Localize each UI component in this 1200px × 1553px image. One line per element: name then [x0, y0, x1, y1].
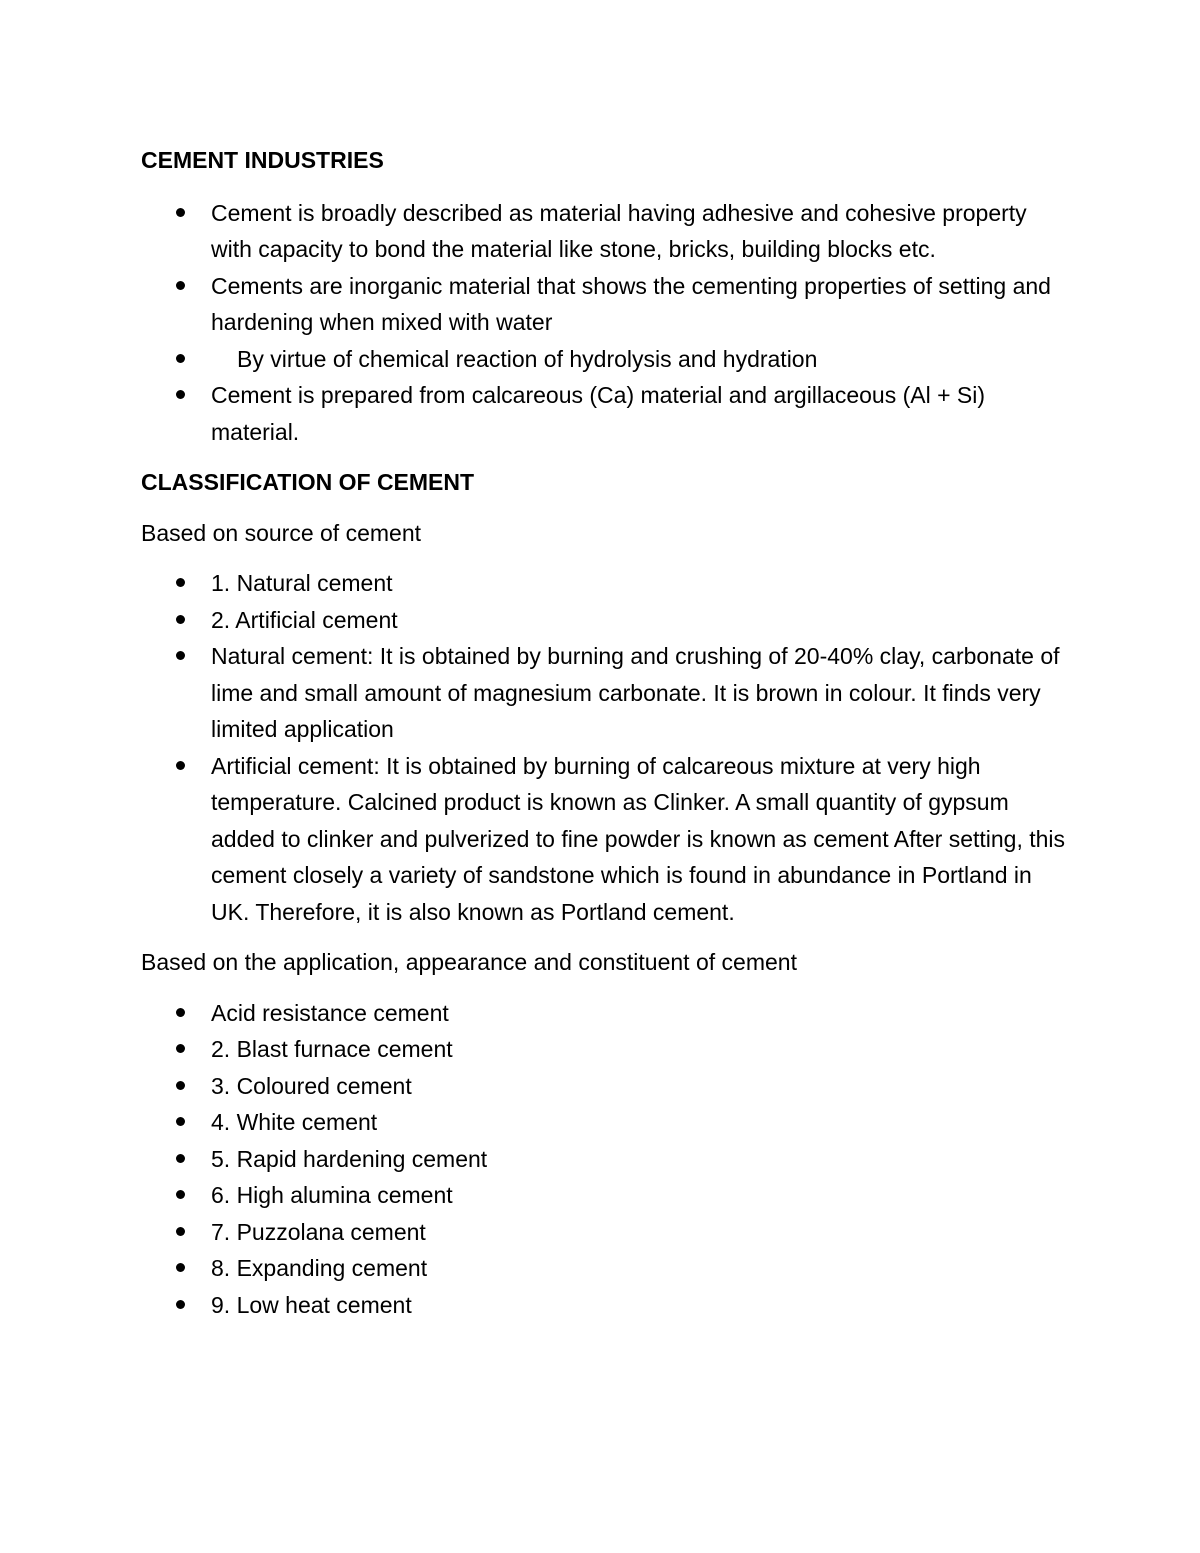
list-item [141, 1214, 1071, 1251]
application-intro: Based on the application, appearance and constituent of cement [141, 949, 797, 975]
list-item [141, 1031, 1071, 1068]
list-item-text: 1. Natural cement [211, 570, 393, 596]
list-item-text: Cement is broadly described as material having adhesive and cohesive property with capacity to bond the material like stone, bricks, building blocks etc. [211, 199, 1027, 262]
list-item-text: Cement is prepared from calcareous (Ca) material and argillaceous (Al + Si) material. [211, 382, 986, 445]
list-item-text: Artificial cement: It is obtained by burning of calcareous mixture at very high temperature. Calcined product is known as Clinker. A small quantity of gypsum added to clinker and pulverized to fine powder is known as cement After setting, this cement closely a variety of sandstone which is found in abundance in Portland in UK. Therefore, it is also known as Portland cement. [211, 752, 1066, 925]
list-item [141, 1177, 1071, 1214]
list-item [141, 1141, 1071, 1178]
list-item [141, 195, 1071, 268]
list-item [141, 1104, 1071, 1141]
list-item [141, 1250, 1071, 1287]
document-content [141, 142, 1071, 1323]
bullet-icon [173, 268, 187, 305]
list-item-text: 3. Coloured cement [211, 1072, 412, 1099]
list-item-text: Cements are inorganic material that shows the cementing properties of setting and hardening when mixed with water [211, 272, 1051, 335]
bullet-icon [173, 1031, 187, 1068]
list-item-text: 8. Expanding cement [211, 1255, 428, 1281]
bullet-icon [173, 748, 187, 785]
list-item-text: 5. Rapid hardening cement [211, 1145, 488, 1172]
bullet-icon [173, 1104, 187, 1141]
bullet-icon [173, 638, 187, 675]
bullet-icon [173, 341, 187, 378]
heading-classification: CLASSIFICATION OF CEMENT [141, 469, 475, 495]
list-item [141, 377, 1071, 450]
application-list [141, 995, 1071, 1324]
source-list [141, 565, 1071, 930]
list-item-text: 2. Artificial cement [211, 606, 398, 633]
list-item [141, 748, 1071, 931]
list-item [141, 1068, 1071, 1105]
bullet-icon [173, 377, 187, 414]
list-item-text: Acid resistance cement [211, 999, 449, 1026]
bullet-icon [173, 602, 187, 639]
cement-industries-list [141, 195, 1071, 451]
bullet-icon [173, 995, 187, 1032]
list-item [141, 602, 1071, 639]
list-item [141, 638, 1071, 748]
list-item [141, 268, 1071, 341]
list-item-text: 7. Puzzolana cement [211, 1218, 426, 1245]
source-intro: Based on source of cement [141, 519, 421, 546]
list-item [141, 995, 1071, 1032]
list-item [141, 565, 1071, 602]
bullet-icon [173, 1068, 187, 1105]
bullet-icon [173, 1177, 187, 1214]
list-item [141, 1287, 1071, 1324]
list-item-text: 6. High alumina cement [211, 1182, 453, 1208]
bullet-icon [173, 195, 187, 232]
bullet-icon [173, 565, 187, 602]
list-item-text: 4. White cement [211, 1109, 378, 1135]
list-item-text: By virtue of chemical reaction of hydrolysis and hydration [237, 345, 818, 372]
bullet-icon [173, 1250, 187, 1287]
list-item-text: Natural cement: It is obtained by burning and crushing of 20-40% clay, carbonate of lime and small amount of magnesium carbonate. It is brown in colour. It finds very limited application [211, 643, 1060, 742]
bullet-icon [173, 1287, 187, 1324]
list-item [141, 341, 1071, 378]
bullet-icon [173, 1214, 187, 1251]
list-item-text: 2. Blast furnace cement [211, 1036, 453, 1062]
list-item-text: 9. Low heat cement [211, 1291, 412, 1318]
heading-cement-industries: CEMENT INDUSTRIES [141, 147, 384, 173]
bullet-icon [173, 1141, 187, 1178]
